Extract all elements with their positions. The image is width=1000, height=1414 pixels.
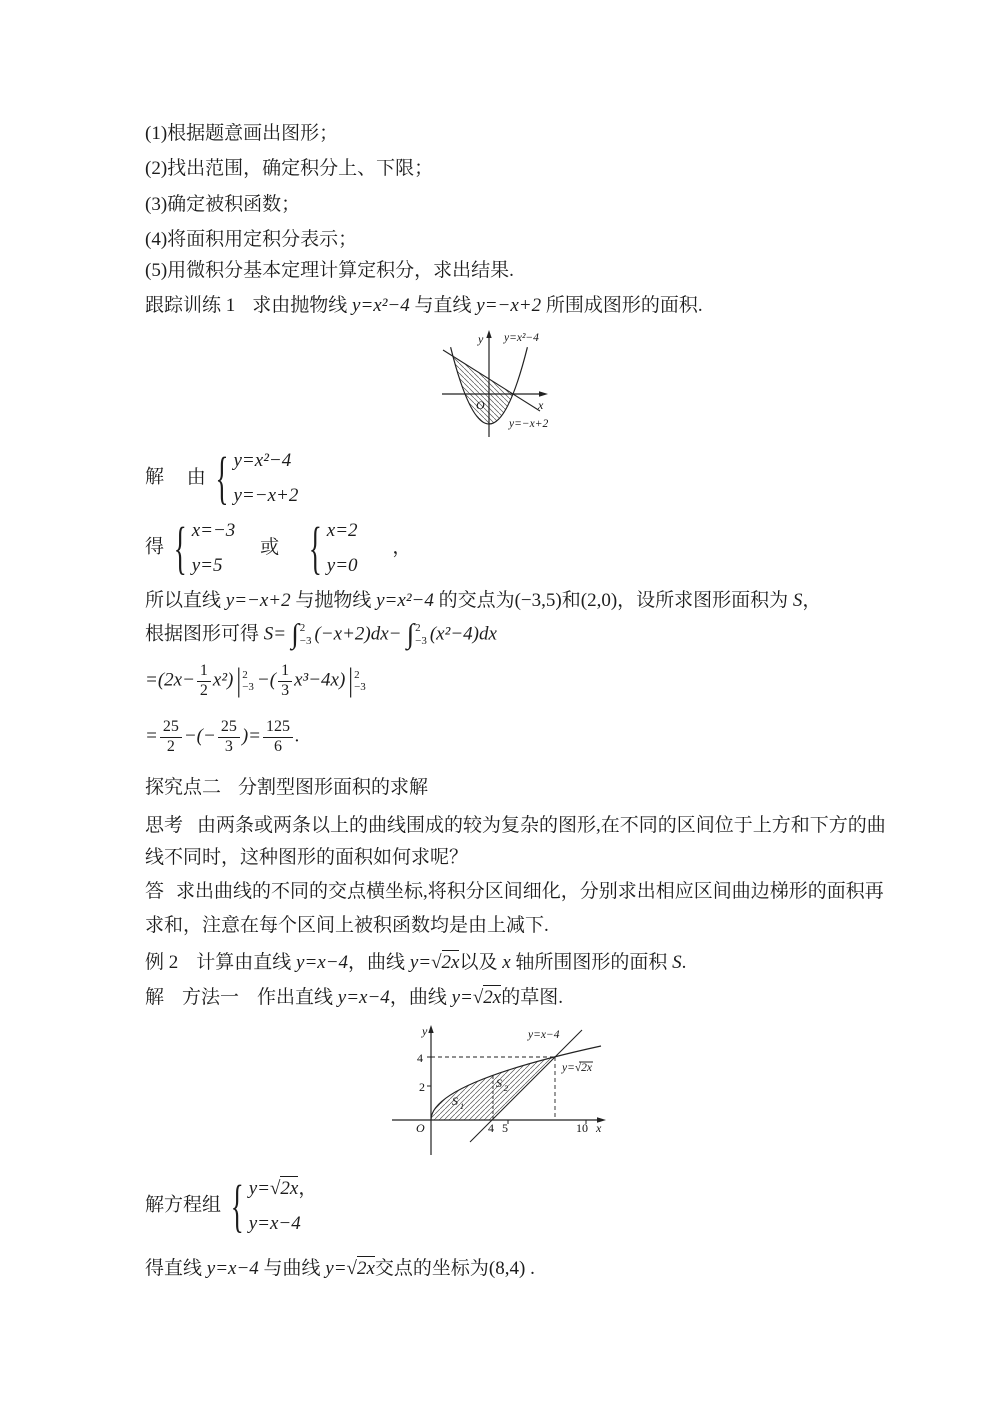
equation-system: [215, 445, 299, 510]
lower-bound: −3: [415, 634, 427, 647]
text-segment: ，曲线: [348, 952, 410, 973]
y-axis-label: y: [478, 332, 484, 346]
text-segment: ，: [298, 1178, 318, 1199]
numerator: 1: [197, 662, 211, 682]
step-text: (5)用微积分基本定理计算定积分，求出结果.: [145, 260, 514, 281]
solution1-system-a: [145, 445, 299, 510]
answer-label: 答: [145, 881, 165, 902]
solution2-result-line: [145, 1256, 535, 1282]
upper-bound: 2: [415, 622, 421, 635]
text-segment: 得: [145, 536, 165, 558]
equation-system: [173, 515, 236, 580]
math-segment: x²): [212, 669, 234, 691]
math-segment: −(−: [183, 725, 216, 747]
brace-symbol: {: [230, 1173, 244, 1238]
y-tick-label-4: 4: [417, 1051, 423, 1065]
math-segment: (x²−4)dx: [429, 623, 497, 645]
figure2-sqrt-line: [390, 1024, 690, 1174]
step-text: (1)根据题意画出图形；: [145, 123, 339, 144]
solution-step-3: [145, 192, 300, 218]
math-segment: .: [294, 725, 300, 747]
math-segment: )=: [241, 725, 261, 747]
x-axis-arrow-icon: [539, 391, 548, 397]
sqrt-prefix: y=√: [325, 1258, 357, 1279]
fraction: [278, 662, 292, 701]
text-segment: 以及: [459, 952, 503, 973]
denominator: 2: [199, 681, 208, 699]
sqrt-prefix: y=√: [248, 1178, 281, 1199]
upper-bound: 2: [242, 668, 248, 681]
integral-symbol: ∫: [291, 619, 299, 650]
math-segment: y=−x+2: [476, 295, 542, 316]
line-equation-label: y=x−4: [528, 1029, 560, 1041]
line-equation-label: y=−x+2: [509, 418, 549, 430]
solution1-antiderivative-line: [145, 662, 369, 701]
x-tick-label-10: 10: [576, 1121, 588, 1135]
text-segment: 与曲线: [258, 1258, 326, 1279]
think-label: 思考: [145, 815, 184, 836]
text-segment: 交点的坐标为(8,4) .: [374, 1258, 535, 1279]
step-text: (4)将面积用定积分表示；: [145, 229, 358, 250]
parabola-equation-label: y=x²−4: [504, 332, 539, 344]
fraction: [197, 662, 211, 701]
solution1-system-bc: [145, 515, 412, 580]
text-segment: 与直线: [409, 295, 477, 316]
think-line-2: [145, 845, 468, 871]
math-segment: S: [792, 590, 803, 611]
math-segment: x: [502, 952, 511, 973]
jie-label: 解: [145, 466, 165, 488]
shaded-region: [453, 357, 513, 425]
text-segment: 线不同时，这种图形的面积如何求呢？: [145, 847, 469, 868]
equation: y=x²−4: [233, 450, 292, 471]
equation: y=5: [191, 554, 223, 576]
evaluation-bounds: [242, 669, 254, 694]
equation: y=x−4: [248, 1212, 301, 1234]
math-segment: y=−x+2: [225, 590, 291, 611]
sqrt-prefix: y=√: [451, 987, 484, 1008]
explore-point-heading: [145, 775, 428, 801]
solution-step-4: [145, 227, 357, 253]
text-segment: 由: [186, 466, 206, 488]
answer-line-1: [145, 879, 884, 905]
denominator: 6: [273, 737, 282, 755]
math-segment: −(: [256, 669, 277, 691]
sqrt-radicand: 2x: [483, 987, 502, 1008]
solution-step-5: [145, 258, 514, 284]
y-tick-label-2: 2: [419, 1080, 425, 1094]
fraction: [160, 718, 182, 757]
example2-label: 例 2: [145, 952, 179, 973]
solution-step-1: [145, 121, 338, 147]
curve-equation-label: y=√2x: [562, 1062, 593, 1074]
text-segment: 和: [561, 590, 581, 611]
equation: y=0: [326, 554, 358, 576]
text-segment: 求由抛物线: [252, 295, 353, 316]
lower-bound: −3: [299, 634, 312, 647]
x-tick-label-4: 4: [488, 1121, 494, 1135]
text-segment: 的草图.: [501, 987, 563, 1008]
math-segment: y=x−4: [296, 952, 349, 973]
answer-line-2: [145, 913, 549, 939]
text-segment: 所以直线: [145, 590, 226, 611]
sqrt-radicand: 2x: [441, 952, 460, 973]
math-segment: y=x²−4: [376, 590, 434, 611]
brace-symbol: {: [173, 515, 187, 580]
explore-point-label: 探究点二: [145, 777, 222, 798]
step-text: (2)找出范围，确定积分上、下限；: [145, 158, 434, 179]
evaluation-bounds: [354, 669, 366, 694]
jie-label: 解: [145, 987, 165, 1008]
sqrt-prefix: y=√: [409, 952, 442, 973]
equation: x=−3: [191, 520, 236, 541]
text-segment: 根据图形可得: [145, 623, 264, 645]
y-axis-label: y: [422, 1024, 428, 1038]
upper-bound: 2: [299, 622, 306, 635]
text-segment: 或: [260, 536, 280, 558]
method-label: 方法一: [182, 987, 240, 1008]
text-segment: 作出直线: [257, 987, 338, 1008]
exercise1-line: [145, 293, 703, 319]
math-segment: S=: [263, 623, 287, 645]
math-segment: y=x−4: [206, 1258, 259, 1279]
lower-bound: −3: [242, 681, 254, 694]
text-segment: ，设所求图形面积为: [617, 590, 793, 611]
math-segment: =(2x−: [145, 669, 195, 691]
lower-bound: −3: [354, 681, 366, 694]
text-segment: 的交点为: [433, 590, 515, 611]
math-segment: y=x−4: [337, 987, 390, 1008]
example2-line: [145, 950, 686, 976]
step-text: (3)确定被积函数；: [145, 194, 301, 215]
math-segment: y=x²−4: [352, 295, 410, 316]
region2-label: S: [496, 1076, 502, 1090]
numerator: 25: [160, 718, 182, 738]
math-segment: (−x+2)dx−: [314, 623, 402, 645]
math-segment: S: [672, 952, 682, 973]
equation: x=2: [326, 520, 358, 541]
sqrt-radicand: 2x: [356, 1258, 375, 1279]
region2-subscript: 2: [504, 1084, 508, 1093]
evaluation-bar: |: [348, 663, 354, 699]
text-segment: 解方程组: [145, 1194, 222, 1216]
numerator: 125: [263, 718, 293, 738]
fraction: [218, 718, 240, 757]
region1-label: S: [452, 1094, 458, 1108]
figure1-parabola-line: [434, 328, 638, 442]
explore-point-title: 分割型图形面积的求解: [238, 777, 429, 798]
fraction: [263, 718, 293, 757]
exercise1-label: 跟踪训练 1: [145, 295, 236, 316]
math-segment: x³−4x): [294, 669, 346, 691]
think-line-1: [145, 813, 886, 839]
numerator: 25: [218, 718, 240, 738]
denominator: 3: [281, 681, 290, 699]
region1-subscript: 1: [460, 1102, 464, 1111]
solution1-intersections-line: [145, 588, 821, 614]
x-tick-label-5: 5: [502, 1121, 508, 1135]
y-axis-arrow-icon: [486, 330, 491, 338]
integral-bounds: [415, 622, 427, 647]
example2-solution-line: [145, 985, 563, 1011]
text-segment: ，: [802, 590, 822, 611]
origin-label: O: [476, 398, 485, 412]
equation-system: [308, 515, 358, 580]
integral-bounds: [300, 622, 312, 647]
evaluation-bar: |: [236, 663, 242, 699]
text-segment: 计算由直线: [196, 952, 297, 973]
denominator: 3: [224, 737, 233, 755]
y-axis-arrow-icon: [428, 1025, 433, 1033]
text-segment: .: [681, 952, 687, 973]
upper-bound: 2: [354, 668, 360, 681]
numerator: 1: [278, 662, 292, 682]
text-segment: 轴所围图形的面积: [510, 952, 673, 973]
brace-symbol: {: [308, 515, 322, 580]
x-axis-label: x: [538, 398, 544, 412]
sqrt-radicand: 2x: [280, 1178, 299, 1199]
brace-symbol: {: [215, 445, 229, 510]
solution-step-2: [145, 156, 433, 182]
text-segment: 由两条或两条以上的曲线围成的较为复杂的图形,在不同的区间位于上方和下方的曲: [197, 815, 886, 836]
integral-symbol: ∫: [406, 619, 415, 650]
solution1-result-line: [145, 718, 300, 757]
text-segment: 所围成图形的面积.: [541, 295, 703, 316]
text-segment: 求出曲线的不同的交点横坐标,将积分区间细化，分别求出相应区间曲边梯形的面积再: [176, 881, 884, 902]
text-segment: 与抛物线: [290, 590, 377, 611]
point-coordinates: (2,0): [580, 590, 618, 611]
x-axis-label: x: [596, 1121, 602, 1135]
equation: y=−x+2: [233, 484, 299, 506]
denominator: 2: [166, 737, 175, 755]
solution2-system: [145, 1173, 318, 1238]
math-segment: =: [145, 725, 158, 747]
equation-system: [230, 1173, 318, 1238]
text-segment: 得直线: [145, 1258, 207, 1279]
text-segment: 求和，注意在每个区间上被积函数均是由上减下.: [145, 915, 549, 936]
origin-label: O: [416, 1121, 425, 1135]
text-segment: ，曲线: [389, 987, 452, 1008]
solution1-integral-line: [145, 616, 497, 654]
point-coordinates: (−3,5): [514, 590, 562, 611]
text-segment: ，: [392, 536, 412, 558]
